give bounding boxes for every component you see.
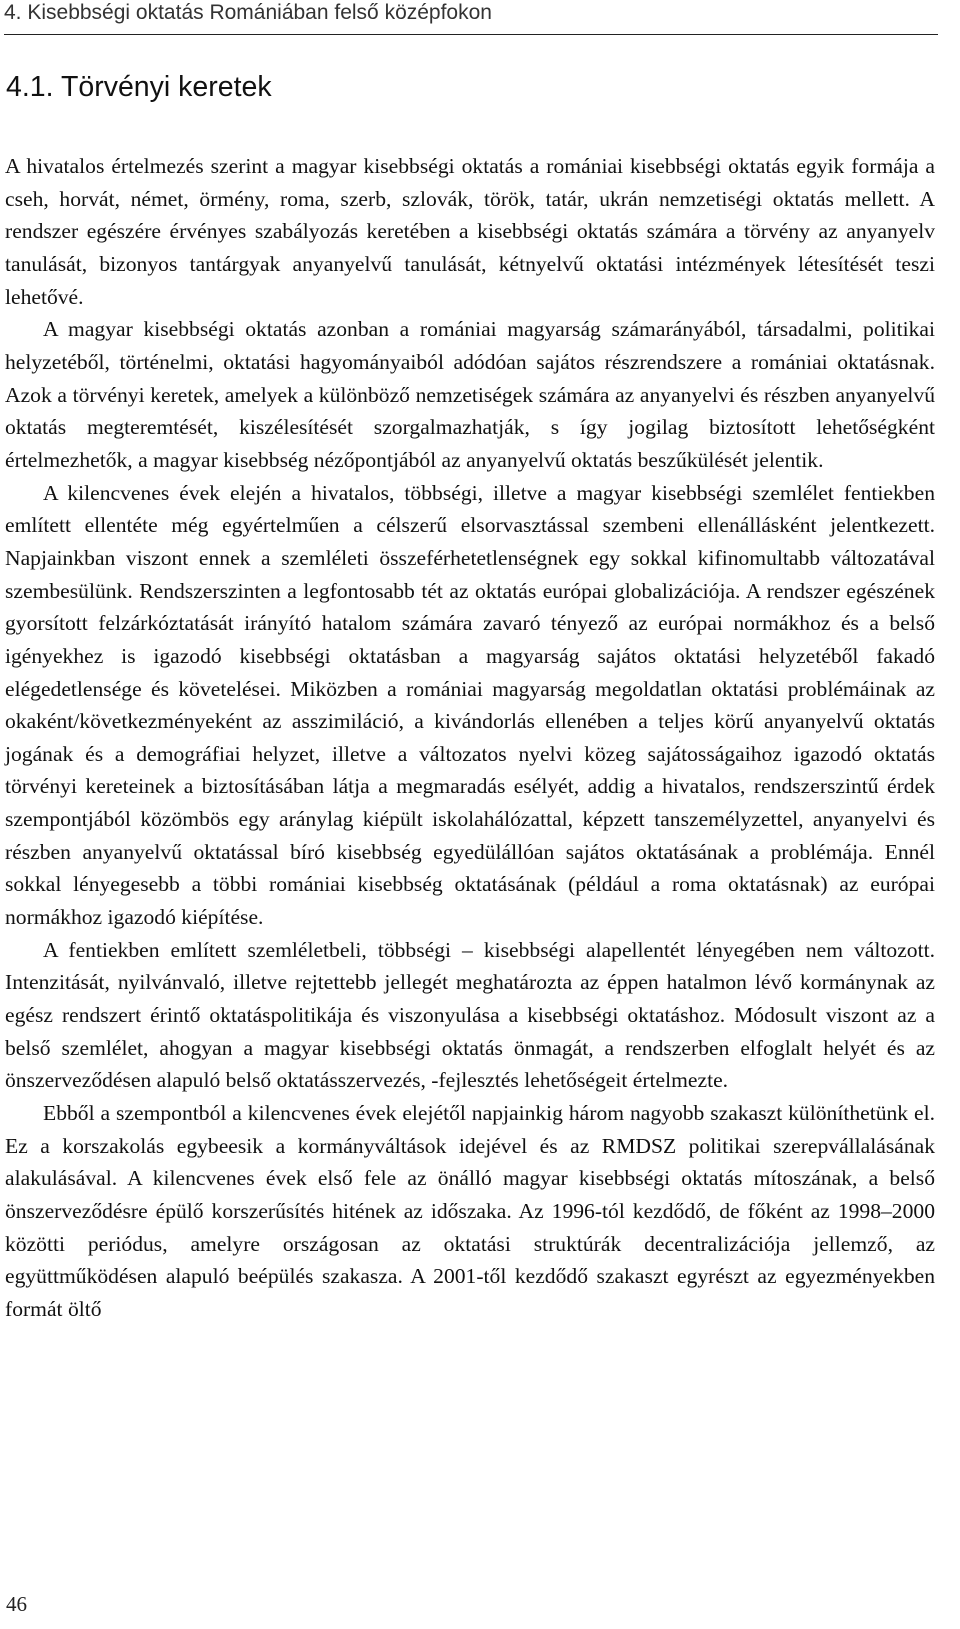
paragraph-5: Ebből a szempontból a kilencvenes évek elejétől napjainkig három nagyobb szakaszt különíthetünk el. Ez a korszakolás egybeesik a kormányváltások idejével és az RMDSZ politikai szerepvállalásának alakulásával. A kilencvenes évek első fele az önálló magyar kisebbségi oktatás mítoszának, a belső önszerveződésre épülő korszerűsítés hitének az időszaka. Az 1996-tól kezdődő, de főként az 1998–2000 közötti periódus, amelyre országosan az oktatási struktúrák decentralizációja jellemző, az együttműködésen alapuló beépülés szakasza. A 2001-től kezdődő szakaszt egyrészt az egyezményekben formát öltő — [5, 1101, 935, 1321]
body-text — [5, 150, 935, 1326]
paragraph-1: A hivatalos értelmezés szerint a magyar kisebbségi oktatás a romániai kisebbségi oktatás egyik formája a cseh, horvát, német, örmény, roma, szerb, szlovák, török, tatár, ukrán nemzetiségi oktatás mellett. A rendszer egészére érvényes szabályozás keretében a kisebbségi oktatás számára a törvény az anyanyelv tanulását, bizonyos tantárgyak anyanyelvű tanulását, kétnyelvű oktatási intézmények létesítését teszi lehetővé. — [5, 154, 935, 309]
paragraph-2: A magyar kisebbségi oktatás azonban a romániai magyarság számarányából, társadalmi, politikai helyzetéből, történelmi, oktatási hagyományaiból adódóan sajátos részrendszere a romániai oktatásnak. Azok a törvényi keretek, amelyek a különböző nemzetiségek számára az anyanyelvi és részben anyanyelvű oktatás megteremtését, kiszélesítését szorgalmazhatják, s így jogilag biztosított lehetőségként értelmezhetők, a magyar kisebbség nézőpontjából az anyanyelvű oktatás beszűkülését jelentik. — [5, 317, 935, 472]
section-title: 4.1. Törvényi keretek — [6, 71, 272, 103]
paragraph-3: A kilencvenes évek elején a hivatalos, többségi, illetve a magyar kisebbségi szemlélet fentiekben említett ellentéte még egyértelműen a célszerű elsorvasztással szembeni ellenállásként jelentkezett. Napjainkban viszont ennek a szemléleti összeférhetetlenségnek egy sokkal kifinomultabb változatával szembesülünk. Rendszerszinten a legfontosabb tét az oktatás európai globalizációja. A rendszer egészének gyorsított felzárkóztatását irányító hatalom számára zavaró tényező az európai normákhoz és a belső igényekhez is igazodó kisebbségi oktatásban a magyarság sajátos oktatási helyzetéből fakadó elégedetlensége és követelései. Miközben a romániai magyarság megoldatlan oktatási problémáinak az okaként/következményeként az asszimiláció, a kivándorlás ellenében a teljes körű anyanyelvű oktatás jogának és a demográfiai helyzet, illetve a változatos nyelvi közeg sajátosságaihoz igazodó oktatás törvényi kereteinek a biztosításában látja a megmaradás esélyét, addig a hivatalos, rendszerszintű érdek szempontjából közömbös egy aránylag kiépült iskolahálózattal, képzett tanszemélyzettel, anyanyelvi és részben anyanyelvű oktatással bíró kisebbség egyedülállóan sajátos oktatásának a problémája. Ennél sokkal lényegesebb a többi romániai kisebbség oktatásának (például a roma oktatásnak) az európai normákhoz igazodó kiépítése. — [5, 480, 935, 930]
running-header: 4. Kisebbségi oktatás Romániában felső középfokon — [4, 0, 938, 35]
paragraph-4: A fentiekben említett szemléletbeli, többségi – kisebbségi alapellentét lényegében nem változott. Intenzitását, nyilvánvaló, illetve rejtettebb jellegét meghatározta az éppen hatalmon lévő kormánynak az egész rendszert érintő oktatáspolitikája és viszonyulása a kisebbségi oktatáshoz. Módosult viszont az a belső szemlélet, ahogyan a magyar kisebbségi oktatás önmagát, a rendszerben elfoglalt helyét és az önszerveződésen alapuló belső oktatásszervezés, -fejlesztés lehetőségeit értelmezte. — [5, 937, 935, 1093]
page-number: 46 — [6, 1592, 27, 1616]
